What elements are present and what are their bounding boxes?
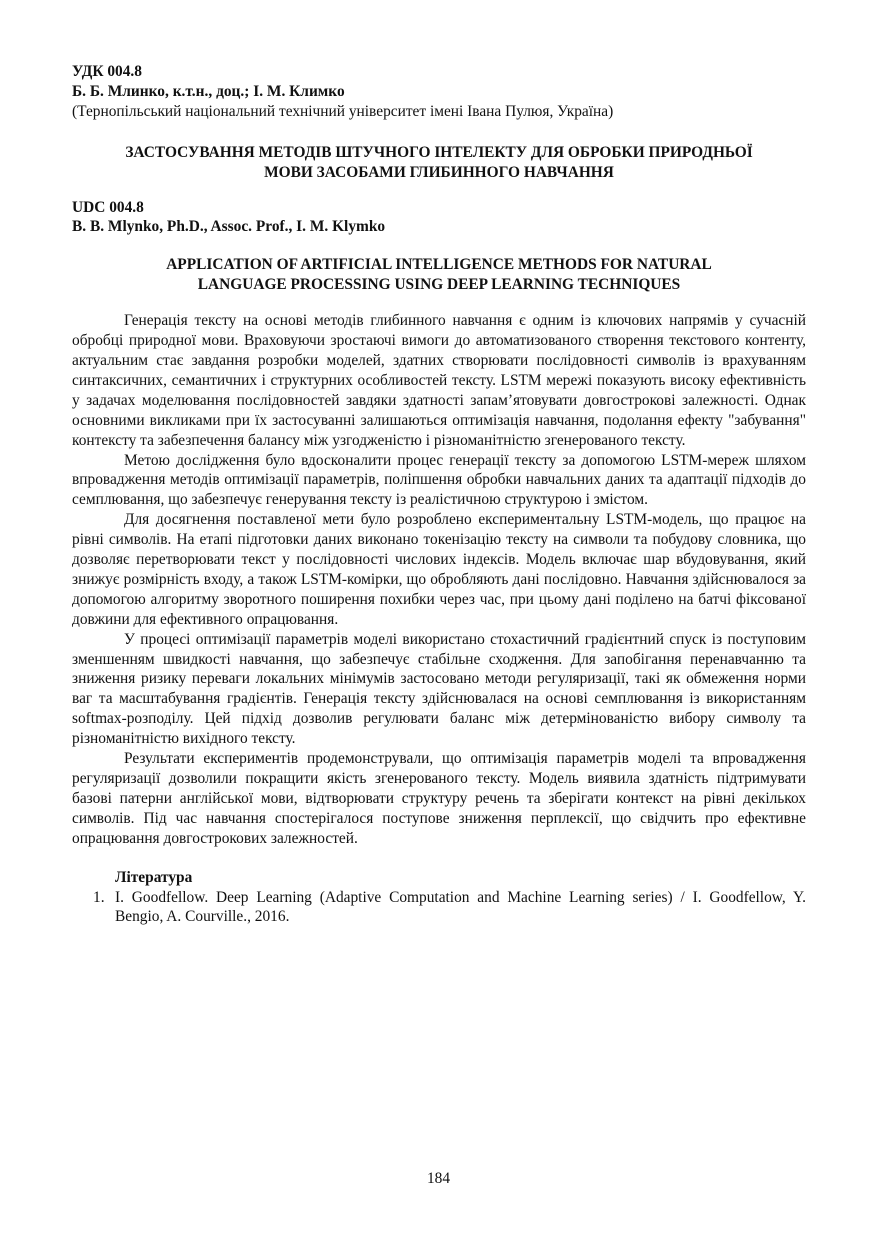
paragraph-1: Генерація тексту на основі методів глибинного навчання є одним із ключових напрямів у сучасній обробці природної мови. Враховуючи зростаючі вимоги до автоматизованого створення текстового контенту, актуальним стає завдання розробки моделей, здатних створювати послідовності символів із врахуванням синтаксичних, семантичних і структурних особливостей тексту. LSTM мережі показують високу ефективність у задачах моделювання послідовностей завдяки здатності запам’ятовувати довгострокові залежності. Однак основними викликами при їх застосуванні залишаються оптимізація навчання, подолання ефекту "забування" контексту та забезпечення балансу між узгодженістю і різноманітністю згенерованого тексту. [72,312,806,449]
reference-item [93,888,806,928]
ua-header [72,62,806,122]
en-title [72,255,806,295]
ua-title-line2: МОВИ ЗАСОБАМИ ГЛИБИННОГО НАВЧАННЯ [264,163,614,181]
ua-title [72,143,806,183]
literature-heading: Література [115,868,193,886]
reference-list [72,888,806,928]
en-title-line1: APPLICATION OF ARTIFICIAL INTELLIGENCE METHODS FOR NATURAL [166,256,712,274]
ua-authors: Б. Б. Млинко, к.т.н., доц.; І. М. Климко [72,82,345,100]
paragraph-2: Метою дослідження було вдосконалити процес генерації тексту за допомогою LSTM-мереж шляхом впровадження методів оптимізації параметрів, поліпшення обробки навчальних даних та адаптації підходів до семплювання, що забезпечує генерування тексту із реалістичною структурою і змістом. [72,451,806,509]
paragraph-5: Результати експериментів продемонстрували, що оптимізація параметрів моделі та впровадження регуляризації дозволили покращити якість згенерованого тексту. Модель виявила здатність підтримувати базові патерни англійської мови, відтворювати структуру речень та зберігати контекст на рівні декількох символів. Під час навчання спостерігалося поступове зниження перплексії, що свідчить про ефективне опрацювання довгострокових залежностей. [72,750,806,847]
abstract-body [72,311,806,848]
reference-text: I. Goodfellow. Deep Learning (Adaptive Computation and Machine Learning series) / I. Goodfellow, Y. Bengio, A. Courville., 2016. [115,888,806,926]
en-title-line2: LANGUAGE PROCESSING USING DEEP LEARNING TECHNIQUES [197,276,681,294]
paragraph-4: У процесі оптимізації параметрів моделі використано стохастичний градієнтний спуск із поступовим зменшенням швидкості навчання, що забезпечує стабільне сходження. Для запобігання перенавчанню та зниження ризику переваги локальних мінімумів застосовано методи регуляризації, такі як обмеження норми ваг та масштабування градієнтів. Генерація тексту здійснювалася на основі семплювання із використанням softmax-розподілу. Цей підхід дозволив регулювати баланс між детермінованістю вибору символу та різноманітністю вихідного тексту. [72,630,806,748]
ua-udc: УДК 004.8 [72,63,142,80]
en-authors: B. B. Mlynko, Ph.D., Assoc. Prof., I. M. Klymko [72,218,386,236]
paragraph-3: Для досягнення поставленої мети було розроблено експериментальну LSTM-модель, що працює на рівні символів. На етапі підготовки даних виконано токенізацію тексту на символи та побудову словника, що дозволяє перетворювати текст у послідовності числових індексів. Модель включає шар вбудовування, який знижує розмірність входу, а також LSTM-комірки, що обробляють дані послідовно. Навчання здійснювалося за допомогою алгоритму зворотного поширення похибки через час, при цьому дані поділено на батчі фіксованої довжини для ефективного опрацювання. [72,511,806,628]
ua-affiliation: (Тернопільський національний технічний університет імені Івана Пулюя, Україна) [72,102,614,120]
en-header [72,198,806,238]
reference-number: 1. [93,888,105,906]
paper-page [72,62,806,927]
page-number: 184 [426,1170,451,1187]
ua-title-line1: ЗАСТОСУВАННЯ МЕТОДІВ ШТУЧНОГО ІНТЕЛЕКТУ ДЛЯ ОБРОБКИ ПРИРОДНЬОЇ [125,143,753,161]
en-udc: UDC 004.8 [72,198,144,216]
